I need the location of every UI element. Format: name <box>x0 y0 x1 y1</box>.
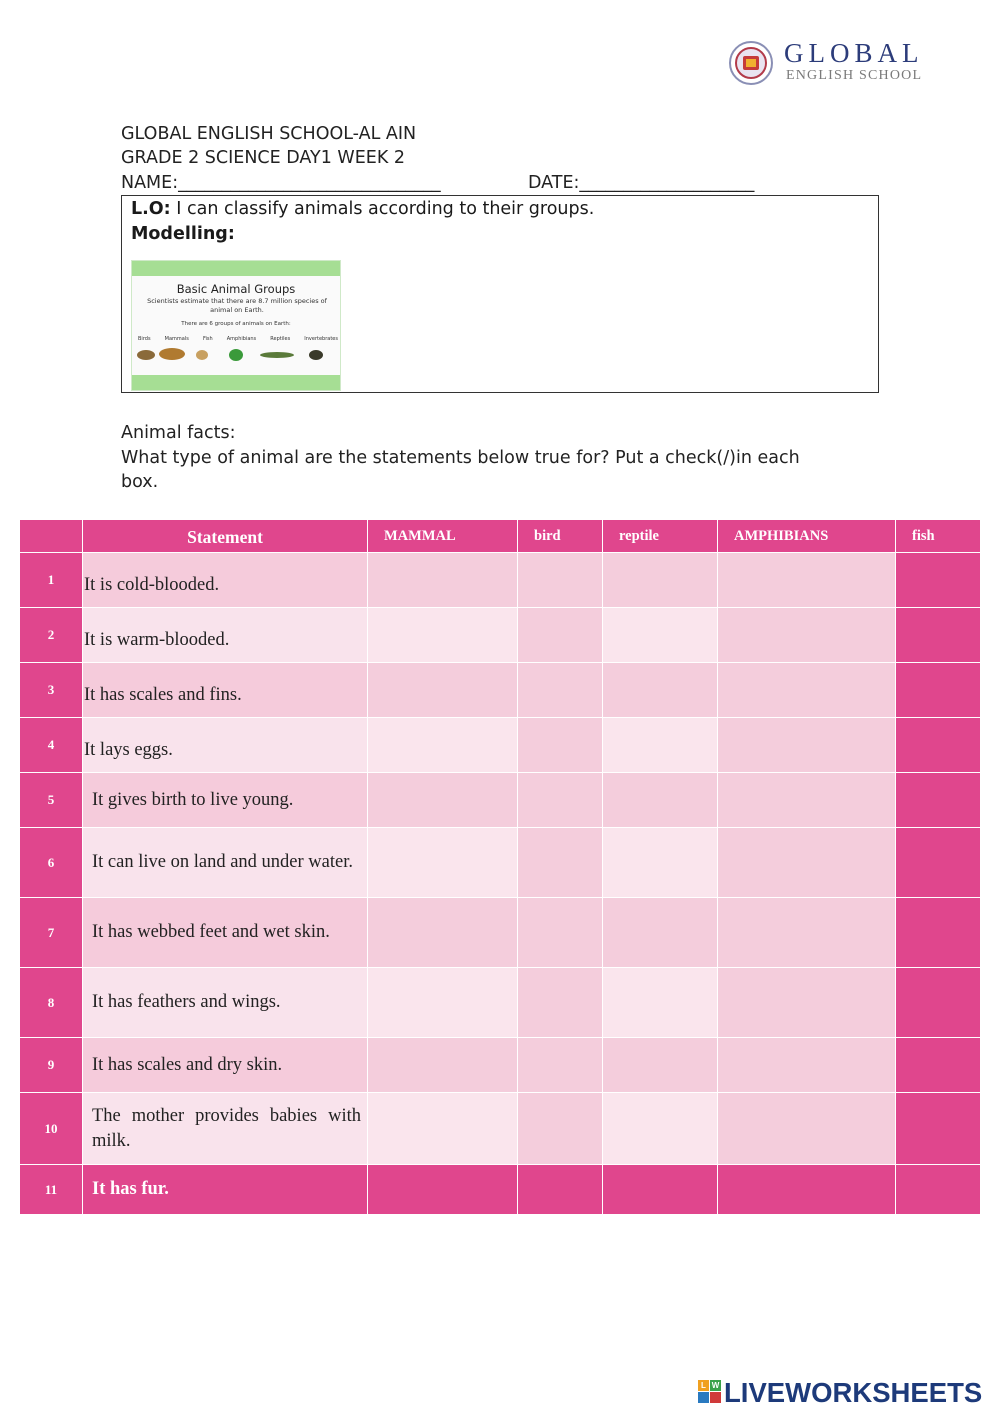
statement-cell <box>83 1038 368 1093</box>
liveworksheets-icon <box>698 1380 722 1404</box>
amphibians-checkbox[interactable] <box>718 608 896 663</box>
school-seal-icon <box>728 40 774 86</box>
statement-text: It has feathers and wings. <box>92 992 281 1013</box>
amphibians-checkbox[interactable] <box>718 663 896 718</box>
reptile-checkbox[interactable] <box>603 968 718 1038</box>
row-number: 2 <box>20 608 83 663</box>
fish-checkbox[interactable] <box>896 898 981 968</box>
fish-checkbox[interactable] <box>896 968 981 1038</box>
poster-group-label: Amphibians <box>226 336 257 342</box>
bird-checkbox[interactable] <box>518 828 603 898</box>
fish-checkbox[interactable] <box>896 773 981 828</box>
icon-square <box>710 1392 721 1403</box>
poster-border-top <box>132 261 340 276</box>
logo-title: GLOBAL <box>784 38 924 68</box>
logo-subtitle: ENGLISH SCHOOL <box>786 68 923 83</box>
header-mammal: MAMMAL <box>368 520 518 553</box>
statement-text: It can live on land and under water. <box>92 852 353 873</box>
mammal-checkbox[interactable] <box>368 828 518 898</box>
name-field[interactable]: NAME:______________________________ <box>121 173 441 193</box>
mammal-checkbox[interactable] <box>368 718 518 773</box>
bird-checkbox[interactable] <box>518 773 603 828</box>
poster-border-bottom <box>132 375 340 390</box>
reptile-checkbox[interactable] <box>603 663 718 718</box>
row-number: 11 <box>20 1165 83 1215</box>
reptile-checkbox[interactable] <box>603 1165 718 1215</box>
row-number: 10 <box>20 1093 83 1165</box>
fish-checkbox[interactable] <box>896 1038 981 1093</box>
reptile-checkbox[interactable] <box>603 898 718 968</box>
mammal-checkbox[interactable] <box>368 1093 518 1165</box>
statement-text: It is cold-blooded. <box>84 574 220 595</box>
amphibians-checkbox[interactable] <box>718 828 896 898</box>
bird-checkbox[interactable] <box>518 898 603 968</box>
statement-text: It is warm-blooded. <box>84 629 230 650</box>
lo-label: L.O: <box>131 199 171 219</box>
header-reptile: reptile <box>603 520 718 553</box>
amphibians-checkbox[interactable] <box>718 1165 896 1215</box>
poster-subtitle: Scientists estimate that there are 8.7 million species of animal on Earth. <box>147 297 327 314</box>
statement-cell <box>83 773 368 828</box>
poster-subtitle-2: There are 6 groups of animals on Earth: <box>181 321 291 327</box>
table-row <box>20 968 981 1038</box>
bird-checkbox[interactable] <box>518 1093 603 1165</box>
row-number: 7 <box>20 898 83 968</box>
fish-checkbox[interactable] <box>896 663 981 718</box>
lo-text: I can classify animals according to their groups. <box>170 199 595 219</box>
amphibians-checkbox[interactable] <box>718 718 896 773</box>
poster-group-label: Fish <box>202 336 213 342</box>
liveworksheets-logo <box>698 1378 996 1408</box>
row-number: 1 <box>20 553 83 608</box>
statement-text: The mother provides babies with milk. <box>92 1106 361 1151</box>
animal-classification-table <box>19 519 981 1215</box>
bird-checkbox[interactable] <box>518 1165 603 1215</box>
mammal-checkbox[interactable] <box>368 553 518 608</box>
bird-checkbox[interactable] <box>518 1038 603 1093</box>
reptile-checkbox[interactable] <box>603 773 718 828</box>
fish-checkbox[interactable] <box>896 608 981 663</box>
header-amphibians: AMPHIBIANS <box>718 520 896 553</box>
statement-cell <box>83 663 368 718</box>
poster-title: Basic Animal Groups <box>176 282 296 296</box>
animal-facts <box>121 421 841 495</box>
row-number: 5 <box>20 773 83 828</box>
row-number: 8 <box>20 968 83 1038</box>
statement-text: It lays eggs. <box>84 739 173 760</box>
fish-checkbox[interactable] <box>896 828 981 898</box>
amphibians-checkbox[interactable] <box>718 1093 896 1165</box>
mammal-checkbox[interactable] <box>368 898 518 968</box>
fish-checkbox[interactable] <box>896 1093 981 1165</box>
row-number: 9 <box>20 1038 83 1093</box>
amphibians-checkbox[interactable] <box>718 898 896 968</box>
table-row <box>20 608 981 663</box>
table-row <box>20 663 981 718</box>
amphibians-checkbox[interactable] <box>718 773 896 828</box>
statement-cell <box>83 1165 368 1215</box>
header-number <box>20 520 83 553</box>
fish-checkbox[interactable] <box>896 718 981 773</box>
learning-objective-box <box>121 195 879 393</box>
modelling-label: Modelling: <box>131 224 235 244</box>
animal-groups-poster <box>131 260 341 391</box>
bird-checkbox[interactable] <box>518 968 603 1038</box>
table-row <box>20 553 981 608</box>
poster-group-label: Invertebrates <box>304 336 338 342</box>
liveworksheets-brand: LIVEWORKSHEETS <box>724 1377 983 1408</box>
school-name: GLOBAL ENGLISH SCHOOL-AL AIN <box>121 124 417 144</box>
fish-checkbox[interactable] <box>896 553 981 608</box>
mammal-checkbox[interactable] <box>368 663 518 718</box>
facts-instruction: What type of animal are the statements below true for? Put a check(/)in each box. <box>121 447 800 492</box>
statement-cell <box>83 718 368 773</box>
date-field[interactable]: DATE:____________________ <box>528 173 755 193</box>
amphibians-checkbox[interactable] <box>718 553 896 608</box>
header-bird: bird <box>518 520 603 553</box>
table-row <box>20 828 981 898</box>
statement-cell <box>83 828 368 898</box>
school-logo <box>728 38 948 88</box>
learning-objective <box>131 199 594 219</box>
reptile-checkbox[interactable] <box>603 1038 718 1093</box>
row-number: 6 <box>20 828 83 898</box>
header-fish: fish <box>896 520 981 553</box>
animal-illustrations-icon <box>132 341 341 369</box>
reptile-checkbox[interactable] <box>603 718 718 773</box>
facts-title: Animal facts: <box>121 423 236 443</box>
mammal-checkbox[interactable] <box>368 968 518 1038</box>
statement-text: It has scales and dry skin. <box>92 1054 283 1075</box>
statement-cell <box>83 608 368 663</box>
header-statement: Statement <box>83 520 368 553</box>
table-row <box>20 1038 981 1093</box>
statement-text: It has scales and fins. <box>84 684 242 705</box>
statement-text: It gives birth to live young. <box>92 789 294 810</box>
poster-group-label: Reptiles <box>270 336 291 342</box>
table-row <box>20 1093 981 1165</box>
grade-line: GRADE 2 SCIENCE DAY1 WEEK 2 <box>121 148 406 168</box>
row-number: 3 <box>20 663 83 718</box>
row-number: 4 <box>20 718 83 773</box>
bird-checkbox[interactable] <box>518 718 603 773</box>
bird-checkbox[interactable] <box>518 663 603 718</box>
icon-square <box>698 1392 709 1403</box>
table-row <box>20 898 981 968</box>
statement-cell <box>83 553 368 608</box>
poster-group-label: Birds <box>138 336 151 342</box>
statement-text: It has webbed feet and wet skin. <box>92 922 330 943</box>
reptile-checkbox[interactable] <box>603 553 718 608</box>
reptile-checkbox[interactable] <box>603 828 718 898</box>
statement-cell <box>83 898 368 968</box>
amphibians-checkbox[interactable] <box>718 1038 896 1093</box>
poster-group-label: Mammals <box>164 336 189 342</box>
icon-letter: L <box>698 1380 709 1391</box>
mammal-checkbox[interactable] <box>368 773 518 828</box>
statement-text: It has fur. <box>92 1179 169 1200</box>
statement-cell <box>83 968 368 1038</box>
statement-cell <box>83 1093 368 1165</box>
mammal-checkbox[interactable] <box>368 1038 518 1093</box>
reptile-checkbox[interactable] <box>603 608 718 663</box>
mammal-checkbox[interactable] <box>368 1165 518 1215</box>
bird-checkbox[interactable] <box>518 608 603 663</box>
icon-letter: W <box>711 1381 720 1390</box>
mammal-checkbox[interactable] <box>368 608 518 663</box>
table-row <box>20 773 981 828</box>
amphibians-checkbox[interactable] <box>718 968 896 1038</box>
fish-checkbox[interactable] <box>896 1165 981 1215</box>
bird-checkbox[interactable] <box>518 553 603 608</box>
table-row <box>20 718 981 773</box>
table-row <box>20 1165 981 1215</box>
table-header-row <box>20 520 981 553</box>
reptile-checkbox[interactable] <box>603 1093 718 1165</box>
